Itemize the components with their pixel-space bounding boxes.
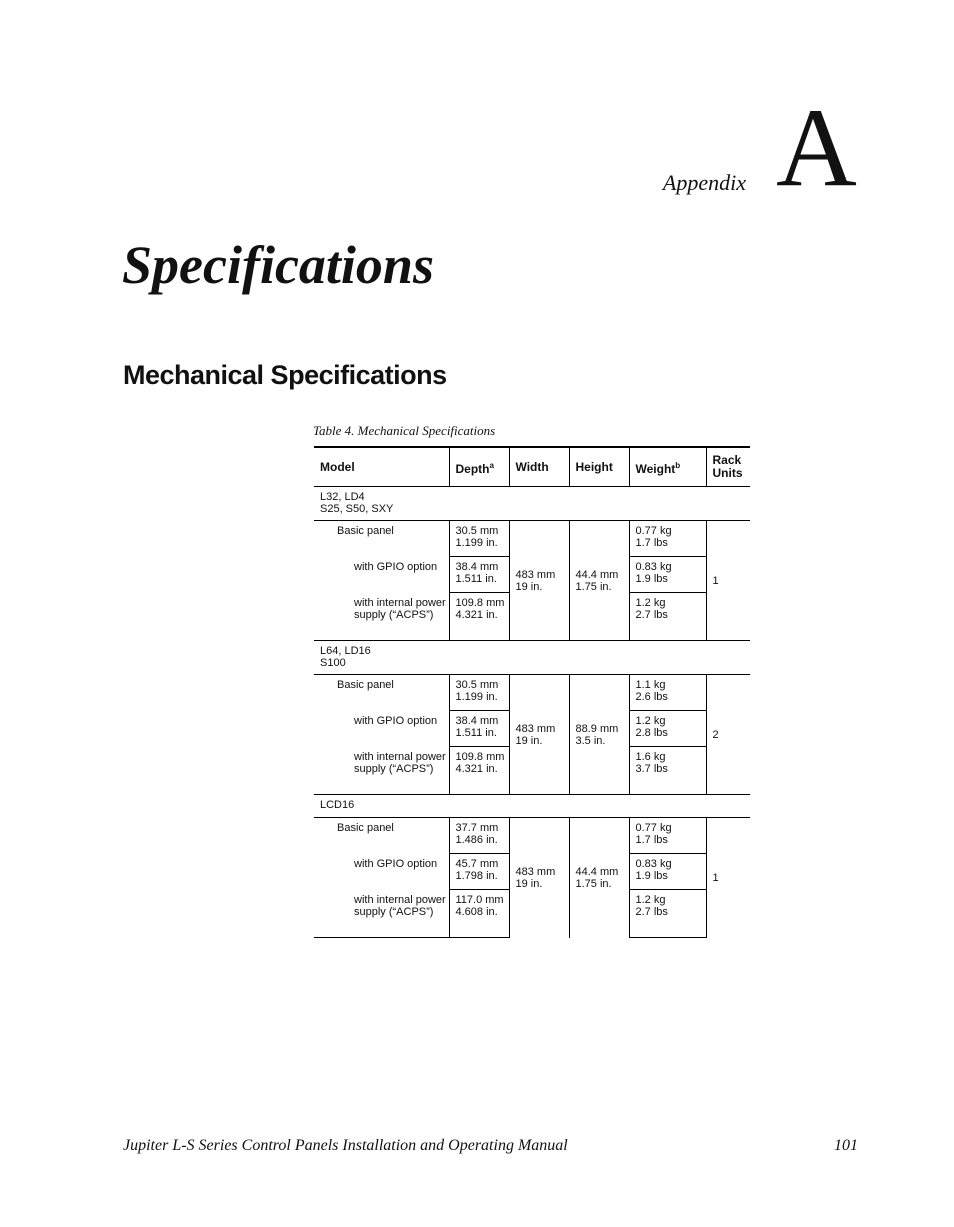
depth-cell: 45.7 mm 1.798 in. — [449, 854, 509, 890]
depth-footnote-marker: a — [489, 460, 494, 470]
model-group-row — [314, 487, 750, 521]
table-header-row — [314, 447, 750, 487]
section-title: Mechanical Specifications — [123, 360, 447, 390]
depth-cell: 38.4 mm 1.511 in. — [449, 711, 509, 747]
variant-label: with internal power supply (“ACPS”) — [354, 596, 446, 621]
table-row — [314, 521, 750, 557]
weight-footnote-marker: b — [675, 460, 681, 470]
rack-units-cell: 1 — [706, 521, 750, 641]
weight-cell: 1.2 kg 2.8 lbs — [629, 711, 706, 747]
width-cell: 483 mm 19 in. — [509, 675, 569, 795]
table-row — [314, 818, 750, 854]
rack-units-cell: 1 — [706, 818, 750, 938]
height-cell: 44.4 mm 1.75 in. — [569, 818, 629, 938]
variant-label: with GPIO option — [354, 560, 438, 573]
page-title: Specifications — [122, 235, 434, 295]
variant-label: with internal power supply (“ACPS”) — [354, 750, 446, 775]
table-caption: Table 4. Mechanical Specifications — [313, 423, 496, 438]
variant-label: with GPIO option — [354, 857, 438, 870]
model-group-label: L32, LD4 S25, S50, SXY — [320, 491, 394, 515]
weight-cell: 0.77 kg 1.7 lbs — [629, 521, 706, 557]
depth-cell: 109.8 mm 4.321 in. — [449, 747, 509, 795]
depth-cell: 38.4 mm 1.511 in. — [449, 557, 509, 593]
weight-cell: 1.1 kg 2.6 lbs — [629, 675, 706, 711]
height-cell: 88.9 mm 3.5 in. — [569, 675, 629, 795]
model-group-label: L64, LD16 S100 — [314, 641, 750, 675]
rack-units-cell: 2 — [706, 675, 750, 795]
weight-cell: 1.6 kg 3.7 lbs — [629, 747, 706, 795]
variant-label: Basic panel — [314, 521, 449, 557]
header-width: Width — [509, 447, 569, 487]
width-cell: 483 mm 19 in. — [509, 521, 569, 641]
depth-cell: 109.8 mm 4.321 in. — [449, 593, 509, 641]
height-cell: 44.4 mm 1.75 in. — [569, 521, 629, 641]
variant-label: Basic panel — [314, 818, 449, 854]
variant-label: with GPIO option — [354, 714, 438, 727]
depth-cell: 30.5 mm 1.199 in. — [449, 675, 509, 711]
variant-label: with internal power supply (“ACPS”) — [314, 890, 449, 938]
weight-cell: 0.83 kg 1.9 lbs — [629, 557, 706, 593]
header-weight: Weight$^b$ — [629, 447, 706, 487]
appendix-label: Appendix — [662, 170, 746, 195]
weight-cell: 0.77 kg 1.7 lbs — [629, 818, 706, 854]
header-model: Model — [314, 447, 449, 487]
depth-cell: 30.5 mm 1.199 in. — [449, 521, 509, 557]
appendix-letter: A — [776, 86, 857, 210]
weight-cell: 0.83 kg 1.9 lbs — [629, 854, 706, 890]
footer-page-number: 101 — [834, 1137, 858, 1154]
header-height: Height — [569, 447, 629, 487]
depth-cell: 117.0 mm 4.608 in. — [449, 890, 509, 938]
header-depth: Depth$^a$ — [449, 447, 509, 487]
depth-cell: 37.7 mm 1.486 in. — [449, 818, 509, 854]
weight-cell: 1.2 kg 2.7 lbs — [629, 593, 706, 641]
header-rack-units: Rack Units — [706, 447, 750, 487]
model-group-label: LCD16 — [314, 795, 750, 818]
variant-label: Basic panel — [314, 675, 449, 711]
footer-manual-title: Jupiter L-S Series Control Panels Installation and Operating Manual — [123, 1137, 568, 1154]
width-cell: 483 mm 19 in. — [509, 818, 569, 938]
model-group-row — [314, 795, 750, 818]
weight-cell: 1.2 kg 2.7 lbs — [629, 890, 706, 938]
model-group-row — [314, 641, 750, 675]
table-row — [314, 675, 750, 711]
mechanical-specifications-table — [314, 446, 750, 938]
